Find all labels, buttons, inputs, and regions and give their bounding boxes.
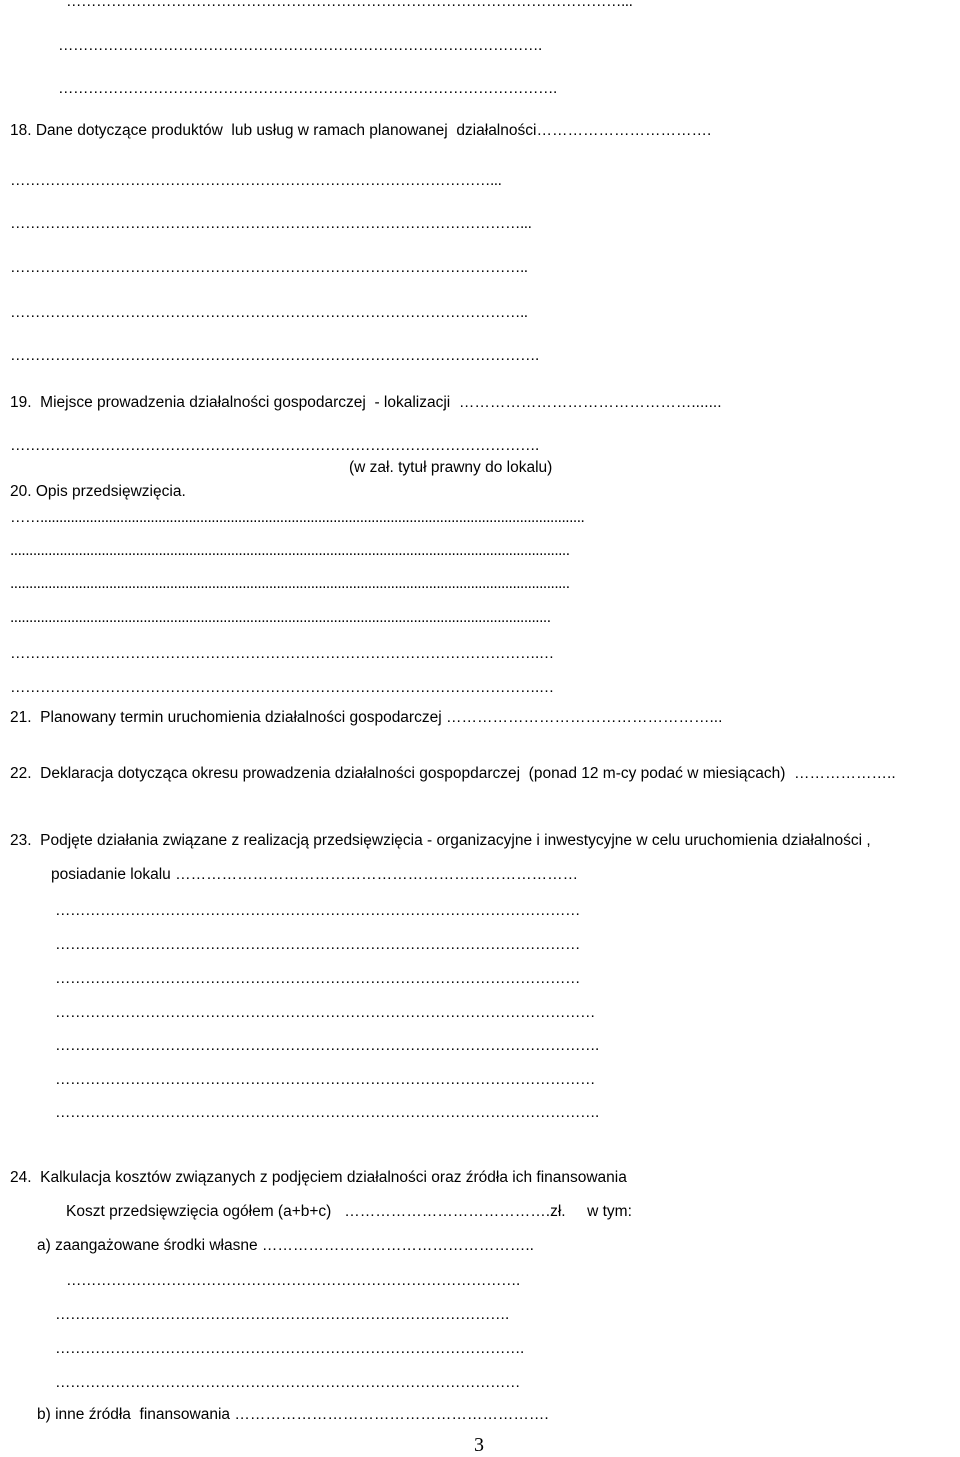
section-19-note: (w zał. tytuł prawny do lokalu) [349, 459, 553, 476]
top-dots-3: ………………………………………………………………………………………. [58, 80, 557, 97]
section-18-line: ………………………………………………………………………………………….. [10, 304, 528, 321]
top-dots-1: …………………………………………………………………………………………………... [66, 0, 633, 10]
section-20-line: …………………………………………………………………………………………….… [10, 645, 554, 662]
section-20-line: ................................................................................................................................................... [10, 542, 570, 559]
section-18-line: ………………………………………………………………………………………….. [10, 259, 528, 276]
section-18-heading: 18. Dane dotyczące produktów lub usług w ramach planowanej działalności……………………………. [10, 122, 712, 139]
section-23-line: ………………………………………………………………………………………………. [55, 1037, 599, 1054]
section-24-line: ………………………………………………………………………………… [55, 1374, 520, 1391]
section-24-total-cost: Koszt przedsięwzięcia ogółem (a+b+c) ………………………………….zł. w tym: [66, 1203, 632, 1220]
section-19-heading: 19. Miejsce prowadzenia działalności gospodarczej - lokalizacji ………………………………………....... [10, 394, 722, 411]
section-24-heading: 24. Kalkulacja kosztów związanych z podjęciem działalności oraz źródła ich finansowania [10, 1169, 627, 1186]
page-number: 3 [474, 1434, 484, 1456]
section-20-heading: 20. Opis przedsięwzięcia. [10, 483, 186, 500]
section-20-line: ................................................................................................................................................... [10, 575, 570, 592]
section-23-line: ………………………………………………………………………………………………. [55, 1104, 599, 1121]
section-22-heading: 22. Deklaracja dotycząca okresu prowadzenia działalności gospopdarczej (ponad 12 m-cy podać w miesiącach) ……………….. [10, 765, 896, 782]
section-20-line: …………………………………………………………………………………………….… [10, 679, 554, 696]
section-23-line: …………………………………………………………………………………………… [55, 970, 580, 987]
section-19-line: ……………………………………………………………………………………………. [10, 437, 539, 454]
section-24-own-funds: a) zaangażowane środki własne …………………………………………….. [37, 1237, 534, 1254]
section-18-line: ……………………………………………………………………………………... [10, 172, 502, 189]
section-23-line: ……………………………………………………………………………………………… [55, 1071, 595, 1088]
section-23-line: …………………………………………………………………………………………… [55, 902, 580, 919]
section-21-heading: 21. Planowany termin uruchomienia działalności gospodarczej ……………………………………………... [10, 709, 723, 726]
section-18-line: ……………………………………………………………………………………………. [10, 347, 539, 364]
section-24-line: ………………………………………………………………………………. [66, 1272, 520, 1289]
section-23-line: …………………………………………………………………………………………… [55, 936, 580, 953]
section-20-line: ……............................................................................................................................................... [10, 509, 585, 526]
section-24-line: …………………………………………………………………………………. [55, 1340, 524, 1357]
section-23-heading: 23. Podjęte działania związane z realizacją przedsięwzięcia - organizacyjne i inwestycyjne w celu uruchomienia działalności , [10, 832, 871, 849]
section-18-line: …………………………………………………………………………………………... [10, 215, 532, 232]
section-24-line: ………………………………………………………………………………. [55, 1306, 509, 1323]
section-23-continuation: posiadanie lokalu …………………………………………………………………… [51, 866, 579, 883]
top-dots-2: ……………………………………………………………………………………. [58, 37, 542, 54]
section-23-line: ……………………………………………………………………………………………… [55, 1004, 595, 1021]
section-24-other-sources: b) inne źródła finansowania ……………………………………………………. [37, 1406, 549, 1423]
section-20-line: .............................................................................................................................................. [10, 609, 551, 626]
